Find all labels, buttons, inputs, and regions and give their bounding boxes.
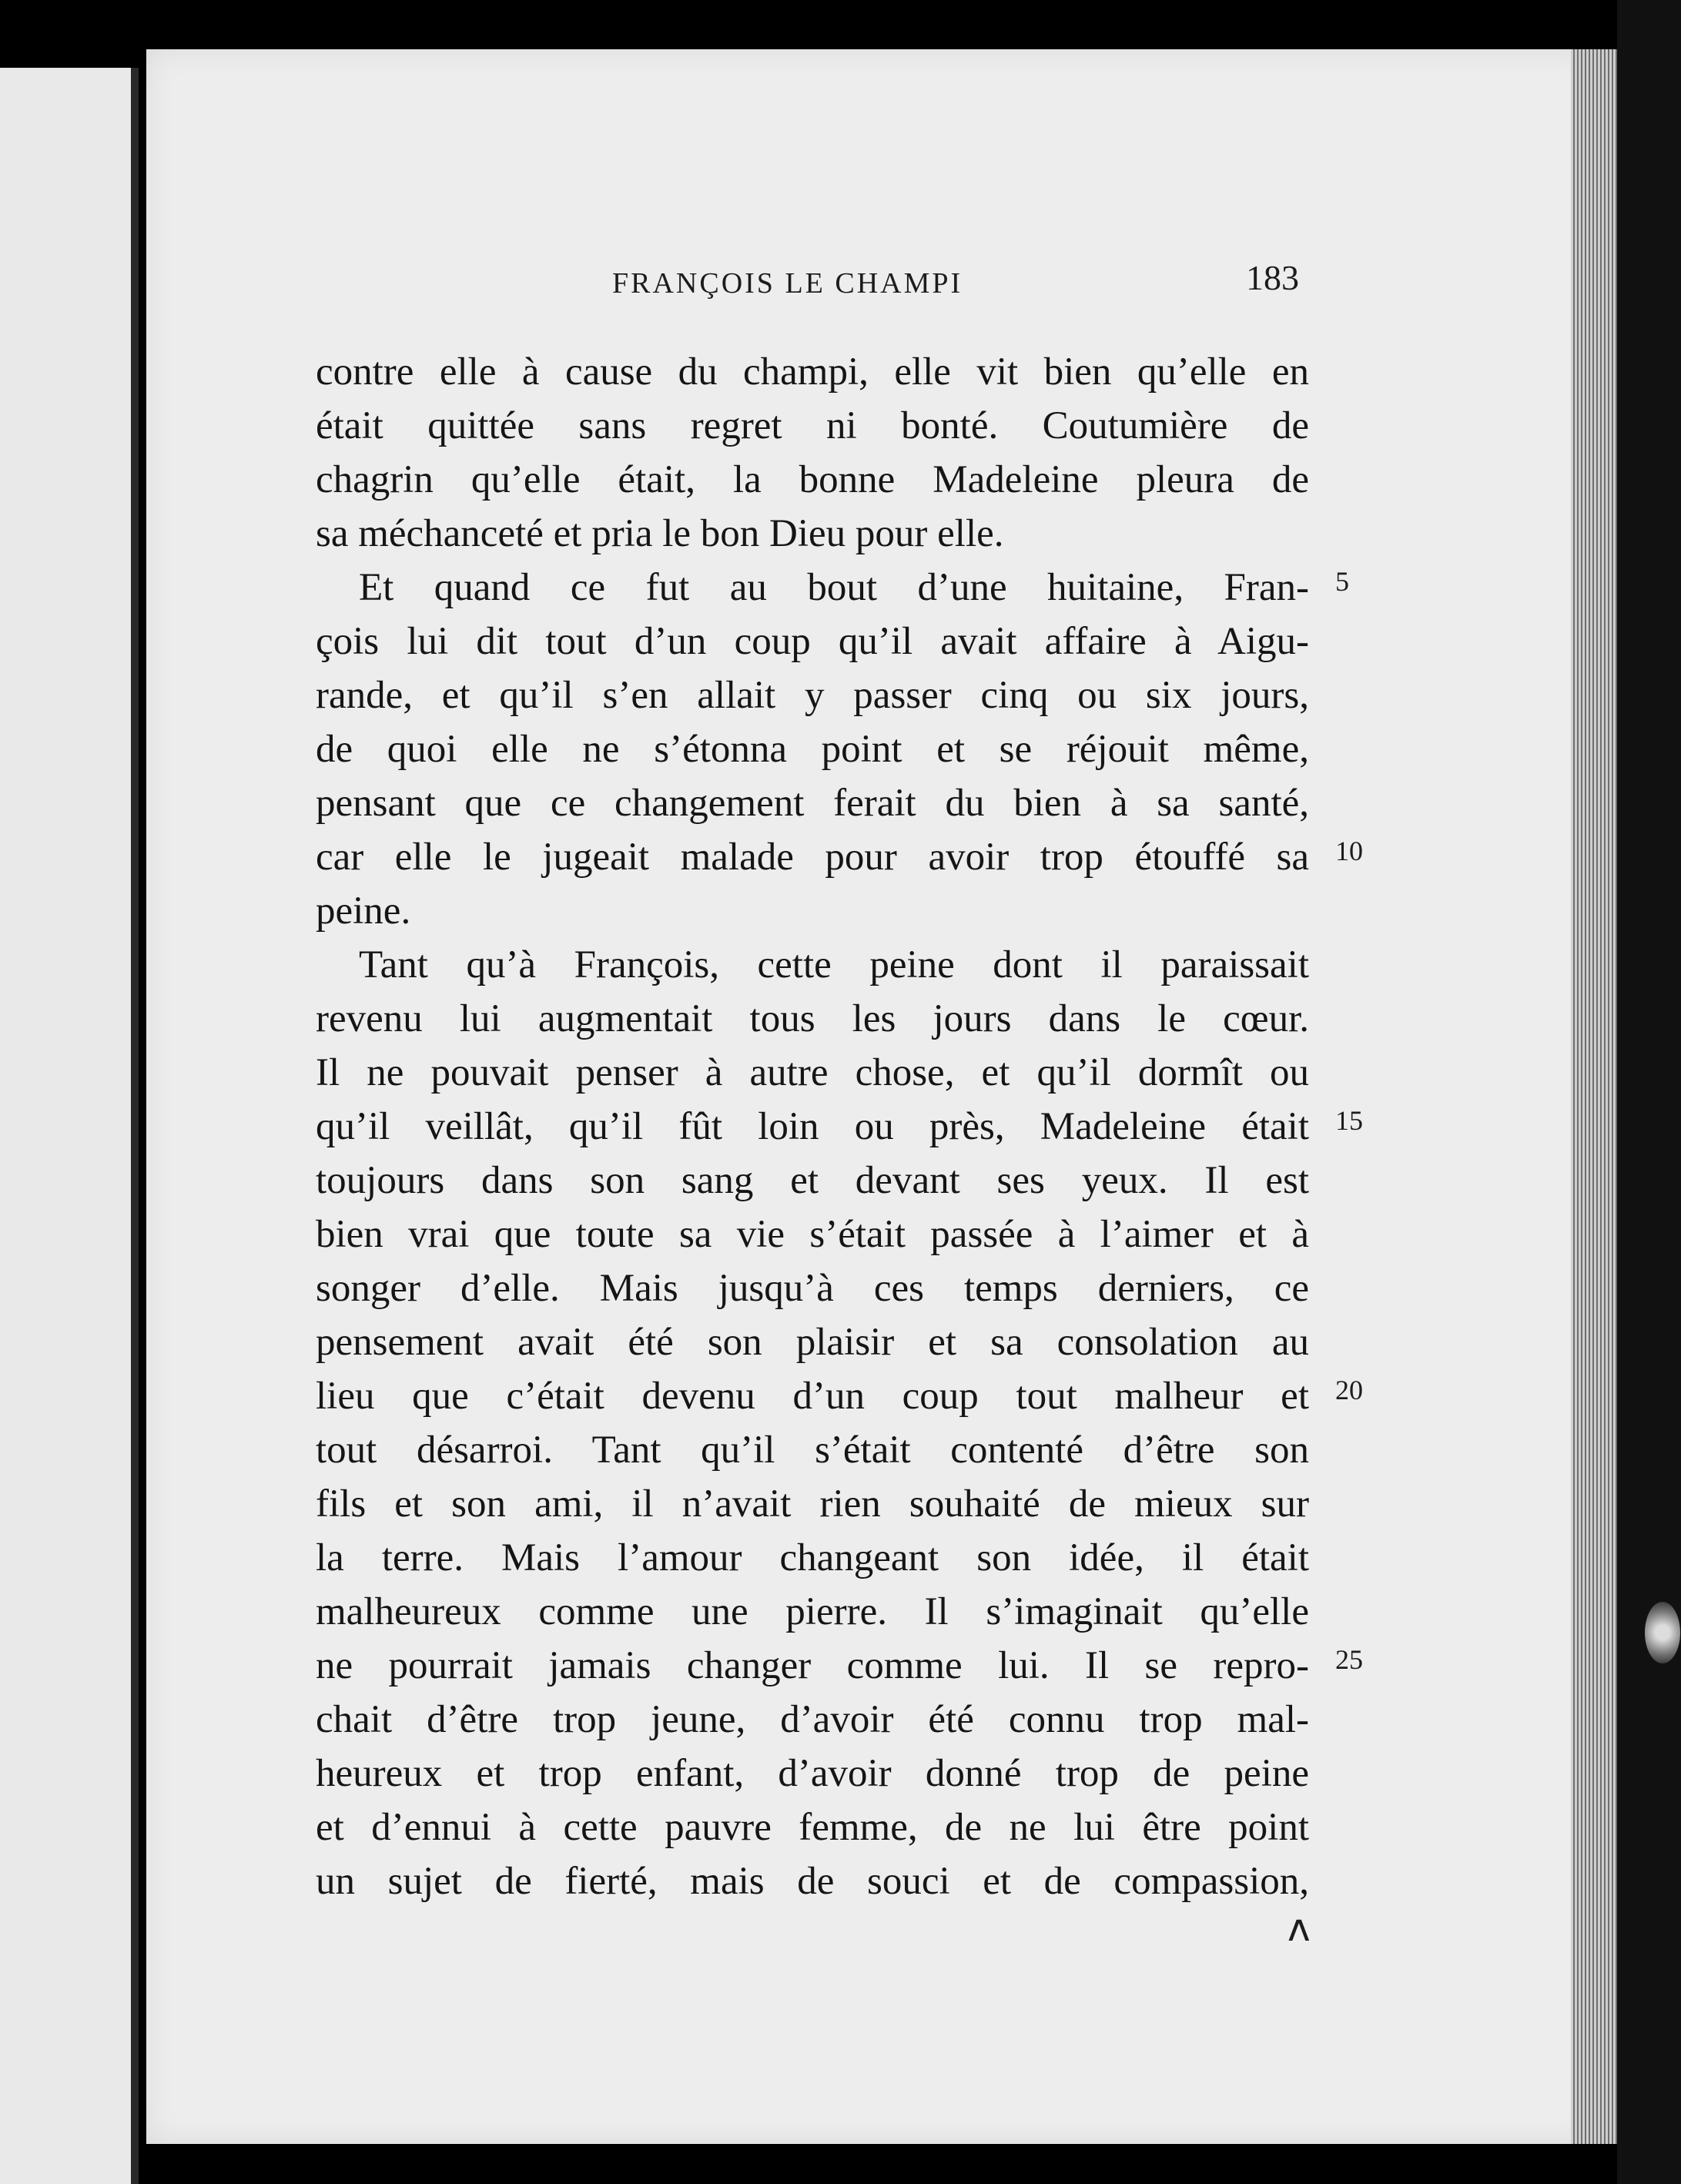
text-line: chagrin qu’elle était, la bonne Madeleine pleura de — [316, 458, 1309, 501]
line-number: 20 — [1335, 1375, 1363, 1405]
body-text — [316, 345, 1309, 1908]
text-line: songer d’elle. Mais jusqu’à ces temps derniers, ce — [316, 1267, 1309, 1310]
binding-background — [1617, 0, 1681, 2184]
text-line: pensement avait été son plaisir et sa consolation au — [316, 1321, 1309, 1364]
text-line: bien vrai que toute sa vie s’était passée à l’aimer et à — [316, 1213, 1309, 1256]
line-number: 25 — [1335, 1644, 1363, 1675]
text-line: car elle le jugeait malade pour avoir trop étouffé sa — [316, 836, 1309, 879]
page-number: 183 — [1246, 258, 1299, 297]
text-line: un sujet de fierté, mais de souci et de compassion, — [316, 1860, 1309, 1903]
text-line: heureux et trop enfant, d’avoir donné trop de peine — [316, 1752, 1309, 1795]
gutter-shadow — [131, 68, 139, 2184]
text-line: Tant qu’à François, cette peine dont il paraissait — [359, 943, 1309, 986]
text-line: Et quand ce fut au bout d’une huitaine, Fran- — [359, 566, 1309, 609]
line-number: 15 — [1335, 1105, 1363, 1136]
running-head: FRANÇOIS LE CHAMPI — [612, 267, 963, 300]
line-number: 5 — [1335, 566, 1349, 597]
page-stack-edges — [1571, 49, 1617, 2144]
text-line: de quoi elle ne s’étonna point et se réjouit même, — [316, 728, 1309, 771]
text-line: çois lui dit tout d’un coup qu’il avait affaire à Aigu- — [316, 620, 1309, 663]
text-line: rande, et qu’il s’en allait y passer cinq ou six jours, — [316, 674, 1309, 717]
catchword: ʌ — [1288, 1905, 1311, 1950]
text-line: revenu lui augmentait tous les jours dans le cœur. — [316, 997, 1309, 1040]
text-line: tout désarroi. Tant qu’il s’était contenté d’être son — [316, 1429, 1309, 1472]
text-line: malheureux comme une pierre. Il s’imaginait qu’elle — [316, 1590, 1309, 1633]
text-line: peine. — [316, 889, 411, 933]
facing-page-edge — [0, 68, 132, 2184]
text-line: et d’ennui à cette pauvre femme, de ne lui être point — [316, 1806, 1309, 1849]
text-line: contre elle à cause du champi, elle vit bien qu’elle en — [316, 350, 1309, 394]
text-line: toujours dans son sang et devant ses yeux. Il est — [316, 1159, 1309, 1202]
text-line: lieu que c’était devenu d’un coup tout malheur et — [316, 1375, 1309, 1418]
text-line: Il ne pouvait penser à autre chose, et qu’il dormît ou — [316, 1051, 1309, 1094]
text-line: qu’il veillât, qu’il fût loin ou près, Madeleine était — [316, 1105, 1309, 1148]
text-line: sa méchanceté et pria le bon Dieu pour elle. — [316, 512, 1004, 555]
text-line: pensant que ce changement ferait du bien à sa santé, — [316, 782, 1309, 825]
text-line: fils et son ami, il n’avait rien souhaité de mieux sur — [316, 1482, 1309, 1526]
text-line: la terre. Mais l’amour changeant son idée, il était — [316, 1536, 1309, 1579]
line-number: 10 — [1335, 836, 1363, 866]
text-line: chait d’être trop jeune, d’avoir été connu trop mal- — [316, 1698, 1309, 1741]
text-line: était quittée sans regret ni bonté. Coutumière de — [316, 404, 1309, 447]
text-line: ne pourrait jamais changer comme lui. Il se repro- — [316, 1644, 1309, 1687]
binding-clip — [1645, 1602, 1680, 1663]
